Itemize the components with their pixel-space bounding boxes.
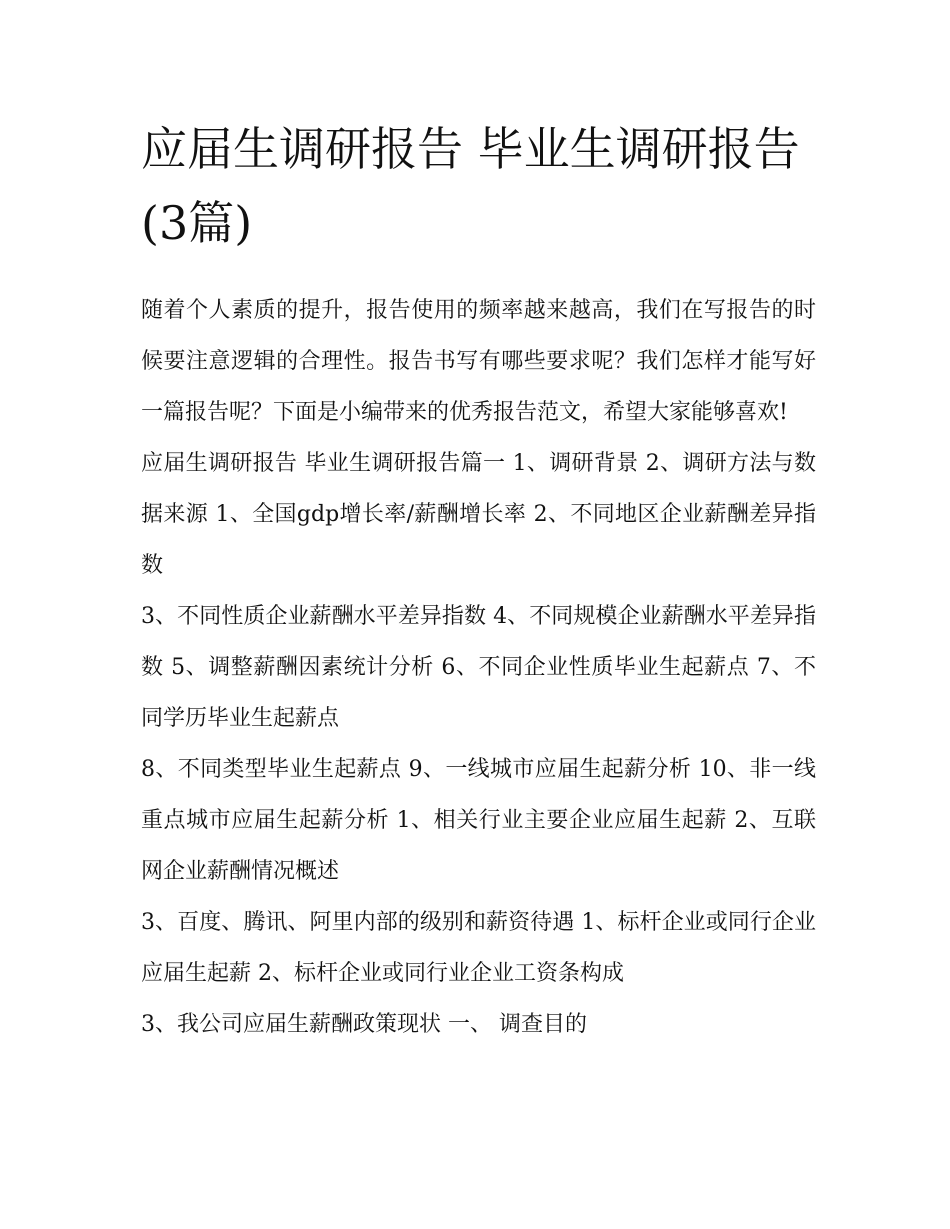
paragraph-section-2: 3、不同性质企业薪酬水平差异指数 4、不同规模企业薪酬水平差异指数 5、调整薪酬因素统计分析 6、不同企业性质毕业生起薪点 7、不同学历毕业生起薪点 bbox=[141, 604, 816, 731]
paragraph-intro: 随着个人素质的提升，报告使用的频率越来越高，我们在写报告的时候要注意逻辑的合理性。报告书写有哪些要求呢？我们怎样才能写好一篇报告呢？下面是小编带来的优秀报告范文，希望大家能够喜欢! bbox=[141, 298, 816, 425]
document-page bbox=[141, 112, 816, 1050]
document-title: 应届生调研报告 毕业生调研报告(3篇) bbox=[141, 122, 800, 250]
paragraph-section-3: 8、不同类型毕业生起薪点 9、一线城市应届生起薪分析 10、非一线重点城市应届生起薪分析 1、相关行业主要企业应届生起薪 2、互联网企业薪酬情况概述 bbox=[141, 757, 816, 884]
paragraph-section-1: 应届生调研报告 毕业生调研报告篇一 1、调研背景 2、调研方法与数据来源 1、全国gdp增长率/薪酬增长率 2、不同地区企业薪酬差异指数 bbox=[141, 451, 816, 578]
paragraph-section-5: 3、我公司应届生薪酬政策现状 一、 调查目的 bbox=[141, 1012, 587, 1037]
paragraph-section-4: 3、百度、腾讯、阿里内部的级别和薪资待遇 1、标杆企业或同行企业应届生起薪 2、标杆企业或同行业企业工资条构成 bbox=[141, 910, 816, 986]
document-body bbox=[141, 285, 816, 1050]
